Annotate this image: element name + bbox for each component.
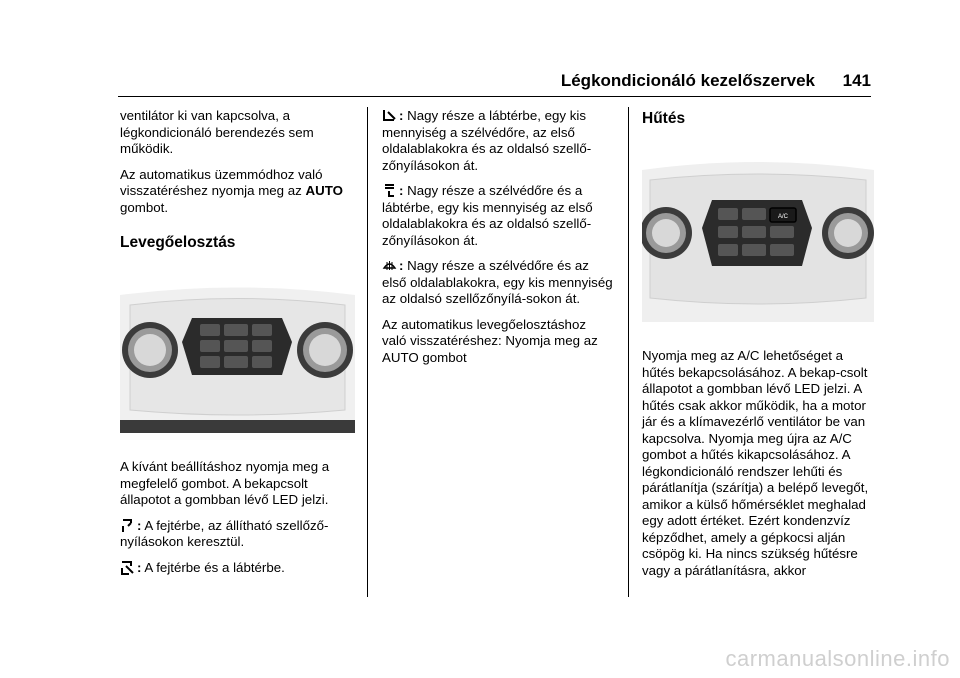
paragraph: Az automatikus levegőelosztáshoz való visszatéréshez: Nyomja meg az AUTO gombot: [382, 316, 598, 365]
vent-defrost-feet-icon: [382, 183, 397, 198]
vent-face-icon: [120, 518, 135, 533]
header-rule: [118, 96, 871, 97]
page-header-title: Légkondicionáló kezelőszervek: [560, 71, 815, 90]
airflow-item-bilevel: : A fejtérbe és a lábtérbe.: [120, 560, 355, 577]
climate-panel-ac-image: [642, 148, 874, 322]
column-divider-1: [367, 107, 368, 597]
watermark: carmanualsonline.info: [725, 646, 950, 671]
airflow-item-defrost-feet: : Nagy része a szélvédőre és a lábtérbe, egy kis mennyiség az első oldalablakokra és az oldalsó szellő-zőnyílásokon át.: [382, 183, 593, 248]
section-heading: Hűtés: [642, 110, 686, 127]
section-heading: Levegőelosztás: [120, 234, 236, 251]
column-middle: [382, 108, 614, 375]
paragraph: ventilátor ki van kapcsolva, a légkondicionáló berendezés sem működik.: [120, 108, 314, 156]
vent-face-feet-icon: [120, 560, 135, 575]
climate-panel-image: [120, 270, 355, 433]
auto-keyword: AUTO: [305, 183, 343, 198]
vent-feet-icon: [382, 108, 397, 123]
column-divider-2: [628, 107, 629, 597]
paragraph: Nyomja meg az A/C lehetőséget a hűtés bekapcsolásához. A bekap-csolt állapotot a gombban lévő LED jelzi. A hűtés csak akkor működik, ha a motor jár és a klímavezérlő ventilátor be van kapcsolva. Nyomja meg újra az A/C gombot a hűtés kikapcsolásához. A légkondicionáló rendszer lehűti és párátlanítja (szárítja) a belépő levegőt, amikor a külső hőmérséklet meghalad egy adott értéket. Ezért kondenzvíz képződhet, amely a gépkocsi alján csöpög ki. Ha nincs szükség hűtésre vagy a párátlanításra, akkor: [642, 348, 869, 578]
page-number: 141: [842, 71, 871, 90]
airflow-item-head: : A fejtérbe, az állítható szellőző-nyílásokon keresztül.: [120, 517, 329, 549]
paragraph: A kívánt beállításhoz nyomja meg a megfelelő gombot. A bekapcsolt állapotot a gombban lévő LED jelzi.: [120, 459, 330, 507]
paragraph: Az automatikus üzemmódhoz való visszatéréshez nyomja meg az AUTO gombot.: [120, 166, 343, 215]
column-right: [642, 108, 877, 588]
airflow-item-defrost: : Nagy része a szélvédőre és az első oldalablakokra, egy kis mennyiség az oldalsó szellőzőnyílá-sokon át.: [382, 258, 613, 306]
column-left: [120, 108, 355, 585]
ac-button-label: A/C: [777, 214, 789, 220]
airflow-item-feet: : Nagy része a lábtérbe, egy kis mennyiség a szélvédőre, az első oldalablakokra és az oldalsó szellő-zőnyílásokon át.: [382, 108, 592, 173]
defrost-icon: [382, 258, 397, 273]
